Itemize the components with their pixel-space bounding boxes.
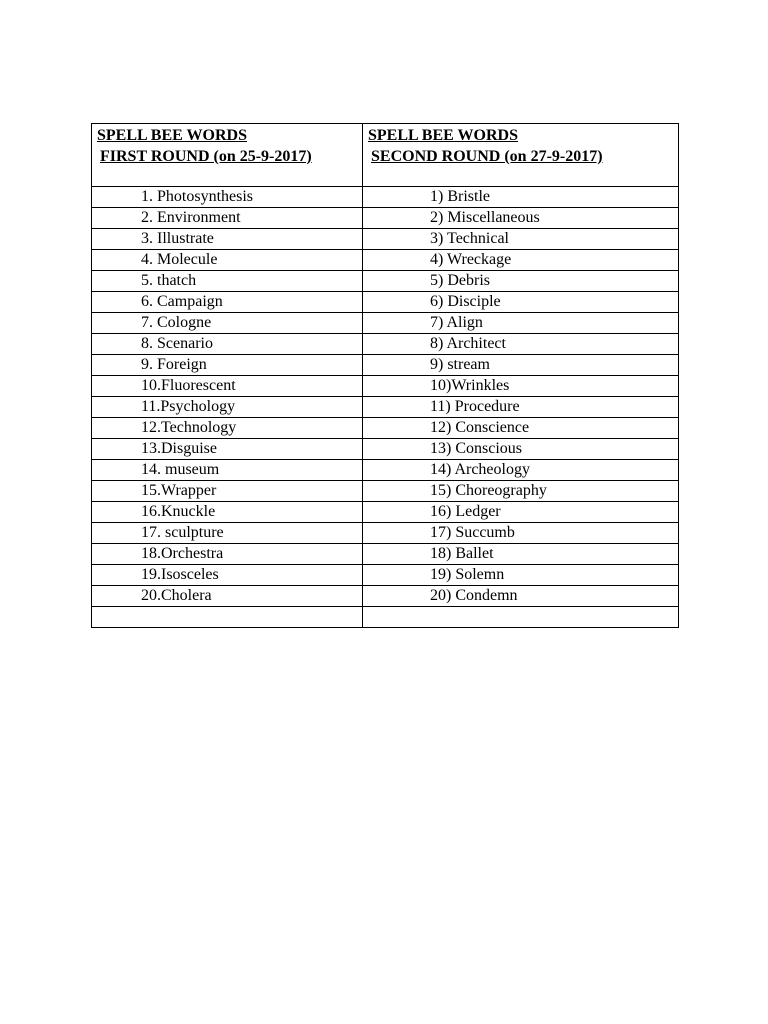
- table-row: [92, 271, 679, 292]
- first-round-word: 20.Cholera: [92, 586, 363, 607]
- second-round-title: SPELL BEE WORDS: [368, 127, 518, 144]
- second-round-word: 17) Succumb: [363, 523, 679, 544]
- table-row: [92, 229, 679, 250]
- table-row: [92, 544, 679, 565]
- second-round-word: 10)Wrinkles: [363, 376, 679, 397]
- first-round-word: 10.Fluorescent: [92, 376, 363, 397]
- table-row: [92, 565, 679, 586]
- table-row: [92, 397, 679, 418]
- first-round-word: 7. Cologne: [92, 313, 363, 334]
- first-round-word: 1. Photosynthesis: [92, 187, 363, 208]
- second-round-word: 8) Architect: [363, 334, 679, 355]
- second-round-word: 16) Ledger: [363, 502, 679, 523]
- second-round-word: 9) stream: [363, 355, 679, 376]
- second-round-word: 6) Disciple: [363, 292, 679, 313]
- second-round-word: 1) Bristle: [363, 187, 679, 208]
- second-round-word: 11) Procedure: [363, 397, 679, 418]
- table-row: [92, 250, 679, 271]
- second-round-word: 13) Conscious: [363, 439, 679, 460]
- table-row: [92, 502, 679, 523]
- second-round-word: 20) Condemn: [363, 586, 679, 607]
- table-row: [92, 334, 679, 355]
- first-round-word: 8. Scenario: [92, 334, 363, 355]
- second-round-word: 19) Solemn: [363, 565, 679, 586]
- first-round-word: 6. Campaign: [92, 292, 363, 313]
- first-round-word: 15.Wrapper: [92, 481, 363, 502]
- first-round-word: 9. Foreign: [92, 355, 363, 376]
- header-row: [92, 124, 679, 187]
- table-row: [92, 481, 679, 502]
- first-round-word: 18.Orchestra: [92, 544, 363, 565]
- first-round-word: 2. Environment: [92, 208, 363, 229]
- empty-row: [92, 607, 679, 628]
- table-row: [92, 292, 679, 313]
- first-round-word: 11.Psychology: [92, 397, 363, 418]
- table-row: [92, 418, 679, 439]
- first-round-header: [92, 124, 363, 187]
- second-round-word: 5) Debris: [363, 271, 679, 292]
- second-round-word: 2) Miscellaneous: [363, 208, 679, 229]
- table-row: [92, 523, 679, 544]
- first-round-word: 3. Illustrate: [92, 229, 363, 250]
- table-row: [92, 208, 679, 229]
- second-round-word: 3) Technical: [363, 229, 679, 250]
- second-round-word: 15) Choreography: [363, 481, 679, 502]
- first-round-word: 12.Technology: [92, 418, 363, 439]
- first-round-title: SPELL BEE WORDS: [97, 127, 247, 144]
- second-round-header: [363, 124, 679, 187]
- table-row: [92, 187, 679, 208]
- first-round-word: 5. thatch: [92, 271, 363, 292]
- second-round-word: 14) Archeology: [363, 460, 679, 481]
- spell-bee-table: [91, 123, 679, 628]
- first-round-word: 13.Disguise: [92, 439, 363, 460]
- second-round-word: 18) Ballet: [363, 544, 679, 565]
- second-round-date: SECOND ROUND (on 27-9-2017): [371, 148, 603, 165]
- first-round-word: 16.Knuckle: [92, 502, 363, 523]
- second-round-word: 7) Align: [363, 313, 679, 334]
- first-round-word: 14. museum: [92, 460, 363, 481]
- table-row: [92, 586, 679, 607]
- first-round-word: 17. sculpture: [92, 523, 363, 544]
- first-round-word: 19.Isosceles: [92, 565, 363, 586]
- empty-cell: [92, 607, 363, 628]
- table-row: [92, 376, 679, 397]
- table-row: [92, 439, 679, 460]
- first-round-date: FIRST ROUND (on 25-9-2017): [100, 148, 312, 165]
- empty-cell: [363, 607, 679, 628]
- table-row: [92, 355, 679, 376]
- second-round-word: 4) Wreckage: [363, 250, 679, 271]
- table-row: [92, 313, 679, 334]
- table-row: [92, 460, 679, 481]
- first-round-word: 4. Molecule: [92, 250, 363, 271]
- second-round-word: 12) Conscience: [363, 418, 679, 439]
